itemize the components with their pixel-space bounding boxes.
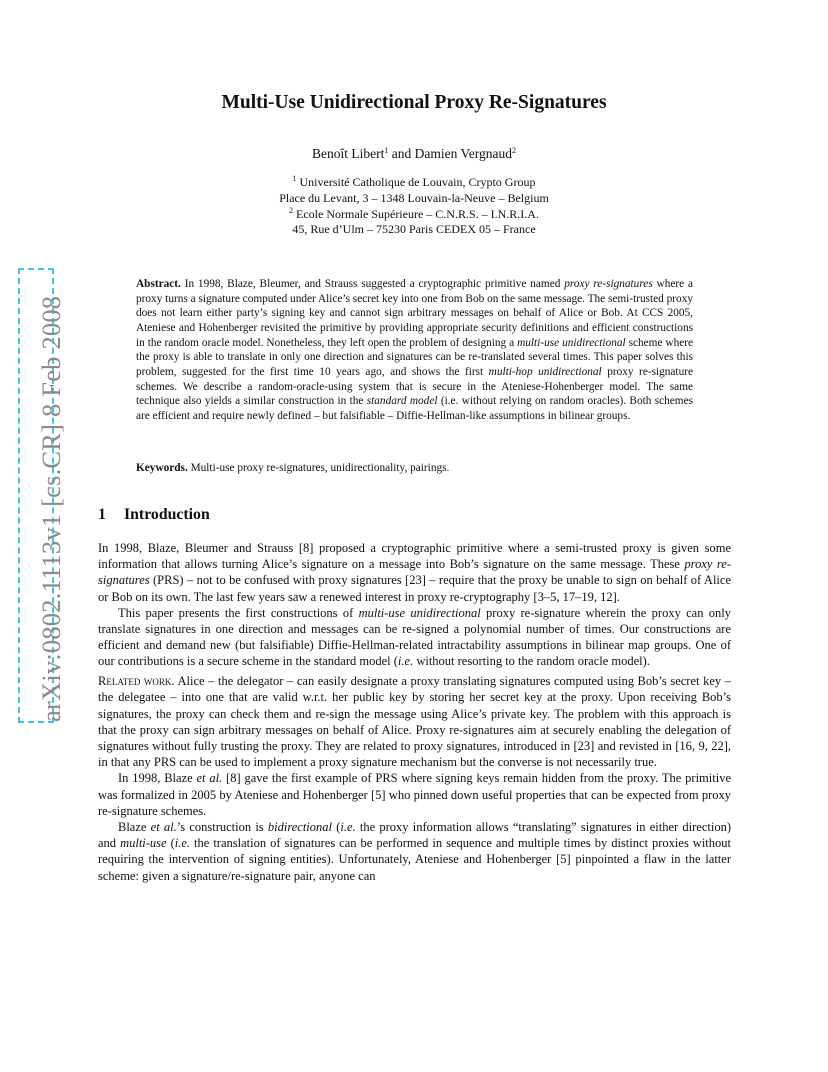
paper-title: Multi-Use Unidirectional Proxy Re-Signatures bbox=[221, 92, 607, 113]
keywords-label: Keywords. bbox=[136, 462, 188, 474]
section-number: 1 bbox=[98, 506, 106, 523]
paragraph: In 1998, Blaze et al. [8] gave the first example of PRS where signing keys remain hidden from the proxy. The primitive was formalized in 2005 by Ateniese and Hohenberger [5] who pinned down useful properties that can be expected from proxy re-signature schemes. bbox=[98, 771, 731, 818]
affiliation-line: $^2$ Ecole Normale Supérieure – C.N.R.S. – I.N.R.I.A. bbox=[289, 205, 539, 221]
arxiv-identifier: arXiv:0802.1113v1 [cs.CR] 8 Feb 2008 bbox=[36, 295, 66, 722]
paragraph-heading: Related work. bbox=[98, 674, 175, 689]
affiliations bbox=[0, 175, 828, 238]
affiliation-line: 45, Rue d’Ulm – 75230 Paris CEDEX 05 – France bbox=[292, 222, 536, 237]
author-list bbox=[0, 146, 828, 162]
paragraph: Related work. Alice – the delegator – can easily designate a proxy translating signatures computed using Bob’s secret key – the delegatee – into one that are valid w.r.t. her public key by storing her secret key at the proxy. Upon receiving Bob’s signatures, the proxy can check them and re-sign the message using Alice’s private key. The problem with this approach is that the proxy can sign arbitrary messages on behalf of Alice. Proxy re-signatures aim at securely enabling the delegation of signatures without fully trusting the proxy. They are related to proxy signatures, introduced in [23] and revisted in [16, 9, 22], in that any PRS can be used to implement a proxy signature mechanism but the converse is not necessarily true. bbox=[98, 674, 731, 770]
keywords: Keywords. Multi-use proxy re-signatures, unidirectionality, pairings. bbox=[136, 462, 450, 474]
affiliation-line: $^1$ Université Catholique de Louvain, Crypto Group bbox=[292, 174, 536, 189]
abstract-label: Abstract. bbox=[136, 278, 181, 290]
affiliation-line: Place du Levant, 3 – 1348 Louvain-la-Neuve – Belgium bbox=[279, 190, 549, 205]
paragraph: Blaze et al.’s construction is bidirectional (i.e. the proxy information allows “translating” signatures in either direction) and multi-use (i.e. the translation of signatures can be performed in sequence and multiple times by distinct proxies without requiring the intervention of signing entities). Unfortunately, Ateniese and Hohenberger [5] pinpointed a flaw in the latter scheme: given a signature/re-signature pair, anyone can bbox=[98, 819, 731, 883]
affiliation-marker: 2 bbox=[289, 205, 294, 215]
section-heading bbox=[98, 506, 210, 524]
affiliation-marker: 2 bbox=[511, 146, 516, 155]
author-name: Damien Vergnaud bbox=[414, 146, 512, 161]
affiliation-marker: 1 bbox=[384, 146, 389, 155]
affiliation-marker: 1 bbox=[292, 174, 297, 183]
paragraph: In 1998, Blaze, Bleumer and Strauss [8] proposed a cryptographic primitive where a semi-trusted proxy is given some information that allows turning Alice’s signature on a message into Bob’s signature on the same message. These proxy re-signatures (PRS) – not to be confused with proxy signatures [23] – require that the proxy be unable to sign on behalf of Alice or Bob on its own. The last few years saw a renewed interest in proxy re-cryptography [3–5, 17–19, 12]. bbox=[98, 541, 732, 604]
author-connector: and bbox=[388, 146, 415, 161]
abstract: Abstract. In 1998, Blaze, Bleumer, and Strauss suggested a cryptographic primitive named proxy re-signatures where a proxy turns a signature computed under Alice’s secret key into one from Bob on the same message. The semi-trusted proxy does not learn either party’s signing key and cannot sign arbitrary messages on behalf of Alice or Bob. At CCS 2005, Ateniese and Hohenberger revisited the primitive by providing appropriate security definitions and efficient constructions in the random oracle model. Nonetheless, they left open the problem of designing a multi-use unidirectional scheme where the proxy is able to translate in only one direction and signatures can be re-translated several times. This paper solves this problem, suggested for the first time 10 years ago, and shows the first multi-hop unidirectional proxy re-signature schemes. We describe a random-oracle-using system that is secure in the Ateniese-Hohenberger model. The same technique also yields a similar construction in the standard model (i.e. without relying on random oracles). Both schemes are efficient and require newly defined – but falsifiable – Diffie-Hellman-like assumptions in bilinear groups. bbox=[136, 278, 694, 422]
body-text bbox=[98, 540, 731, 884]
author-name: Benoît Libert bbox=[312, 146, 385, 161]
paragraph: This paper presents the first constructions of multi-use unidirectional proxy re-signature wherein the proxy can only translate signatures in one direction and messages can be re-signed a polynomial number of times. Our constructions are efficient and demand new (but falsifiable) Diffie-Hellman-related intractability assumptions in bilinear map groups. One of our contributions is a secure scheme in the standard model (i.e. without resorting to the random oracle model). bbox=[98, 605, 731, 669]
section-title: Introduction bbox=[124, 506, 210, 523]
